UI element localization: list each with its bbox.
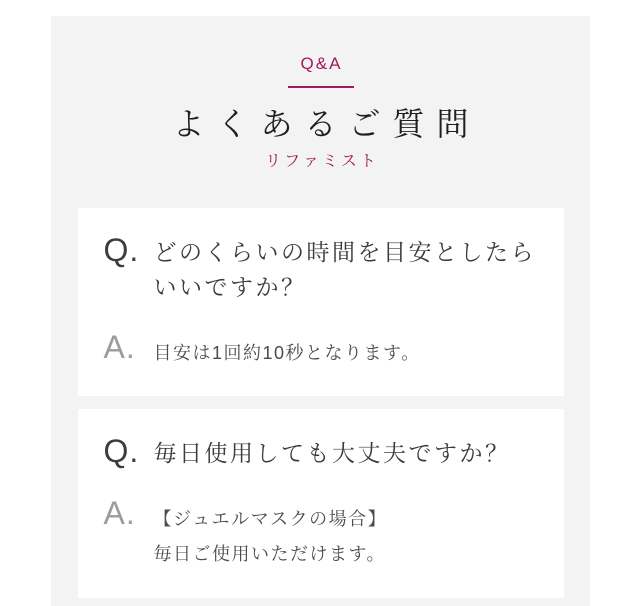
answer-row (104, 329, 538, 371)
faq-section-panel (51, 16, 590, 606)
q-marker: Q. (103, 232, 140, 268)
page-title: よくあるご質問 (172, 106, 481, 142)
question-row (104, 433, 538, 471)
answer-line: 【ジュエルマスクの場合】 (153, 509, 388, 529)
question-row (104, 232, 538, 305)
a-marker: A. (103, 329, 136, 365)
q-marker: Q. (103, 433, 140, 469)
answer-line: 目安は1回約10秒となります。 (153, 343, 421, 363)
question-text: どのくらいの時間を目安としたらいいですか？ (153, 239, 536, 300)
faq-card-2 (78, 409, 564, 598)
question-text: 毎日使用しても大丈夫ですか？ (153, 440, 511, 466)
answer-text (154, 495, 388, 572)
faq-list (51, 208, 590, 598)
eyebrow-underline (288, 86, 354, 88)
qa-eyebrow-label: Q&A (300, 54, 343, 73)
answer-line: 毎日ご使用いただけます。 (153, 544, 387, 564)
product-subtitle: リファミスト (265, 153, 379, 170)
a-marker: A. (103, 495, 136, 531)
answer-text (154, 329, 421, 371)
faq-card-1 (78, 208, 564, 396)
answer-row (104, 495, 538, 572)
